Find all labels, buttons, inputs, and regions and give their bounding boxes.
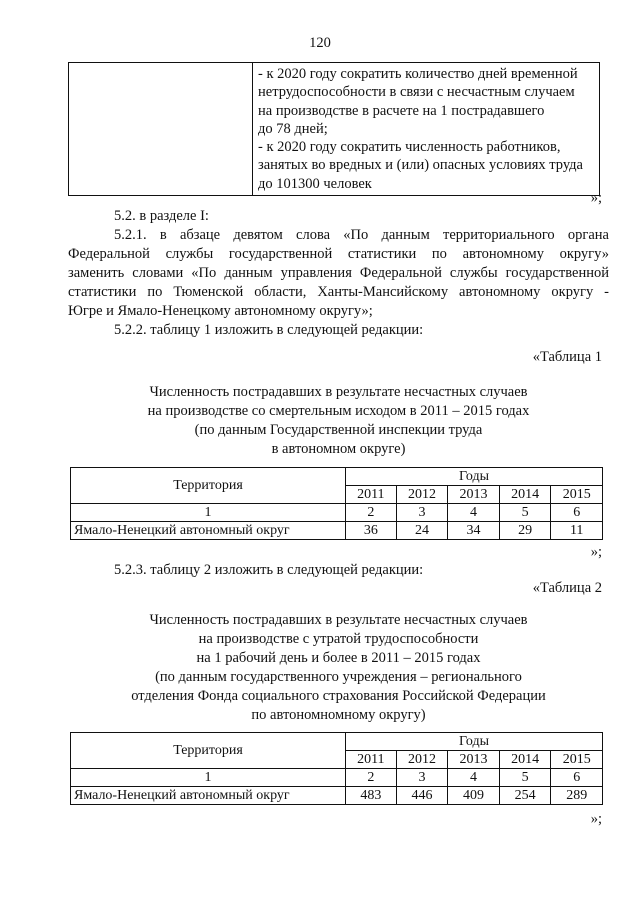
region-name: Ямало-Ненецкий автономный округ [71, 522, 346, 540]
caption-line: (по данным государственного учреждения – регионального [155, 669, 522, 685]
goal-line: до 78 дней; [258, 120, 328, 137]
section-5-2 [68, 207, 609, 340]
goal-line: - к 2020 году сократить количество дней временной [258, 66, 578, 82]
value-cell: 483 [346, 787, 397, 805]
years-header: Годы [346, 733, 603, 751]
value-cell: 34 [448, 522, 500, 540]
caption-line: на 1 рабочий день и более в 2011 – 2015 годах [196, 650, 481, 666]
table-2-close-mark: »; [590, 811, 602, 827]
value-cell: 36 [346, 522, 397, 540]
region-name: Ямало-Ненецкий автономный округ [71, 787, 346, 805]
column-number: 1 [71, 504, 346, 522]
column-number: 5 [499, 769, 551, 787]
territory-header: Территория [71, 733, 346, 769]
caption-line: на производстве с утратой трудоспособности [198, 631, 479, 647]
table-1-label: «Таблица 1 [532, 349, 602, 365]
year-cell: 2013 [448, 486, 500, 504]
goal-line: до 101300 человек [258, 175, 372, 192]
goal-line: занятых во вредных и (или) опасных условиях труда [258, 157, 583, 174]
paragraph-5-2-3: 5.2.3. таблицу 2 изложить в следующей редакции: [114, 562, 424, 578]
paragraph-line: заменить словами «По данным управления Федеральной службы государственной [68, 265, 609, 281]
value-cell: 24 [396, 522, 448, 540]
value-cell: 29 [499, 522, 551, 540]
goals-cell [253, 63, 600, 196]
table-2-label: «Таблица 2 [532, 580, 602, 596]
year-cell: 2012 [396, 486, 448, 504]
value-cell: 11 [551, 522, 603, 540]
goal-line: нетрудоспособности в связи с несчастным случаем [258, 84, 575, 101]
caption-line: по автономномному округу) [251, 707, 426, 723]
goal-line: на производстве в расчете на 1 пострадавшего [258, 102, 545, 119]
column-number: 4 [448, 769, 500, 787]
year-cell: 2012 [396, 751, 448, 769]
column-number: 3 [396, 769, 448, 787]
year-cell: 2011 [346, 751, 397, 769]
year-cell: 2013 [448, 751, 500, 769]
table-row [71, 522, 603, 540]
paragraph-5-2-2: 5.2.2. таблицу 1 изложить в следующей редакции: [114, 322, 424, 338]
caption-line: Численность пострадавших в результате несчастных случаев [149, 384, 528, 400]
caption-line: (по данным Государственной инспекции труда [194, 422, 483, 438]
table-2 [70, 732, 603, 805]
goal-line: - к 2020 году сократить численность работников, [258, 139, 561, 156]
year-cell: 2011 [346, 486, 397, 504]
value-cell: 254 [499, 787, 551, 805]
section-heading: 5.2. в разделе I: [114, 208, 209, 224]
table-1 [70, 467, 603, 540]
column-number: 6 [551, 769, 603, 787]
paragraph-line: статистики по Тюменской области, Ханты-Мансийскому автономному округу - [68, 284, 609, 300]
paragraph-line: Югре и Ямало-Ненецкому автономному округу»; [68, 303, 373, 319]
column-number: 3 [396, 504, 448, 522]
table-1-caption [68, 383, 609, 459]
year-cell: 2015 [551, 486, 603, 504]
top-table-close-mark: »; [590, 190, 602, 206]
paragraph-line: 5.2.1. в абзаце девятом слова «По данным территориального органа [114, 227, 609, 243]
table-row [71, 787, 603, 805]
year-cell: 2015 [551, 751, 603, 769]
paragraph-5-2-3-block [68, 561, 609, 580]
years-header: Годы [346, 468, 603, 486]
empty-cell [69, 63, 253, 196]
column-number: 2 [346, 769, 397, 787]
value-cell: 289 [551, 787, 603, 805]
year-cell: 2014 [499, 751, 551, 769]
caption-line: на производстве со смертельным исходом в 2011 – 2015 годах [147, 403, 530, 419]
table-2-caption [68, 611, 609, 725]
caption-line: отделения Фонда социального страхования Российской Федерации [131, 688, 546, 704]
column-number: 4 [448, 504, 500, 522]
column-number: 5 [499, 504, 551, 522]
caption-line: в автономном округе) [271, 441, 406, 457]
value-cell: 409 [448, 787, 500, 805]
column-number: 2 [346, 504, 397, 522]
table-1-close-mark: »; [590, 544, 602, 560]
column-number: 6 [551, 504, 603, 522]
page-number: 120 [309, 35, 331, 51]
value-cell: 446 [396, 787, 448, 805]
year-cell: 2014 [499, 486, 551, 504]
previous-table-fragment [68, 62, 600, 196]
column-number: 1 [71, 769, 346, 787]
territory-header: Территория [71, 468, 346, 504]
paragraph-line: Федеральной службы государственной статистики по автономному округу» [68, 246, 609, 262]
caption-line: Численность пострадавших в результате несчастных случаев [149, 612, 528, 628]
